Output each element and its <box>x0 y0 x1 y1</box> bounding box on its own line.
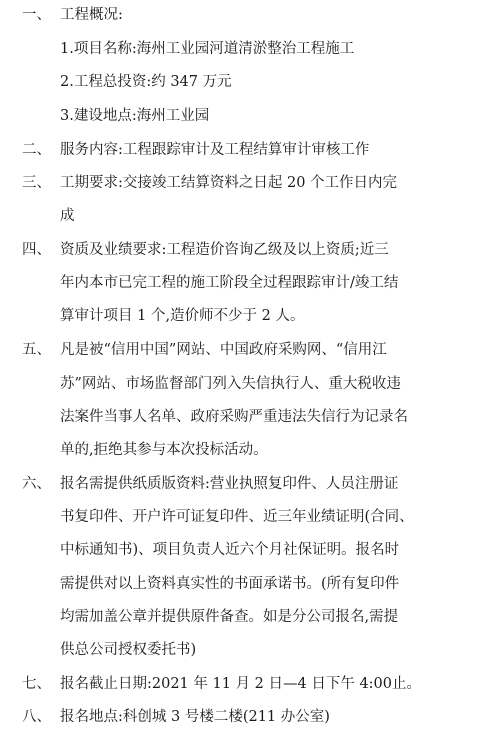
section-5-number: 五、 <box>22 342 51 358</box>
section-8-number: 八、 <box>22 709 51 725</box>
document: 一、 工程概况: 1.项目名称:海州工业园河道清淤整治工程施工 2.工程总投资:约 347 万元 3.建设地点:海州工业园 二、 服务内容:工程跟踪审计及工程结算审计审核工作 三、 工期要求:交接竣工结算资料之日起 20 个工作日内完 成 四、 资质及业绩要求:工程造价咨询乙级及以上资质;近三 年内本市已完工程的施工阶段全过程跟踪审计/竣工结 算审计项目 1 个,造价师不少于 2 人。 五、 凡是被“信用中国”网站、中国政府采购网、“信用江 苏”网站、市场监督部门列入失信执行人、重大税收违 法案件当事人名单、政府采购严重违法失信行为记录名 单的,拒绝其参与本次投标活动。 六、 报名需提供纸质版资料:营业执照复印件、人员注册证 书复印件、开户许可证复印件、近三年业绩证明(合同、 中标通知书)、项目负责人近六个月社保证明。报名时 需提供对以上资料真实性的书面承诺书。(所有复印件 均需加盖公章并提供原件备查。如是分公司报名,需提 供总公司授权委托书) 七、 报名截止日期:2021 年 11 月 2 日—4 日下午 4:00止。 八、 报名地点:科创城 3 号楼二楼(211 办公室) <box>22 7 422 725</box>
section-6-number: 六、 <box>22 476 51 492</box>
section-1-number: 一、 <box>22 7 51 23</box>
section-7-number: 七、 <box>22 676 51 692</box>
section-2-number: 二、 <box>22 142 51 158</box>
section-4-number: 四、 <box>22 242 51 258</box>
section-1-title: 工程概况: <box>60 7 123 23</box>
section-3-number: 三、 <box>22 175 51 191</box>
